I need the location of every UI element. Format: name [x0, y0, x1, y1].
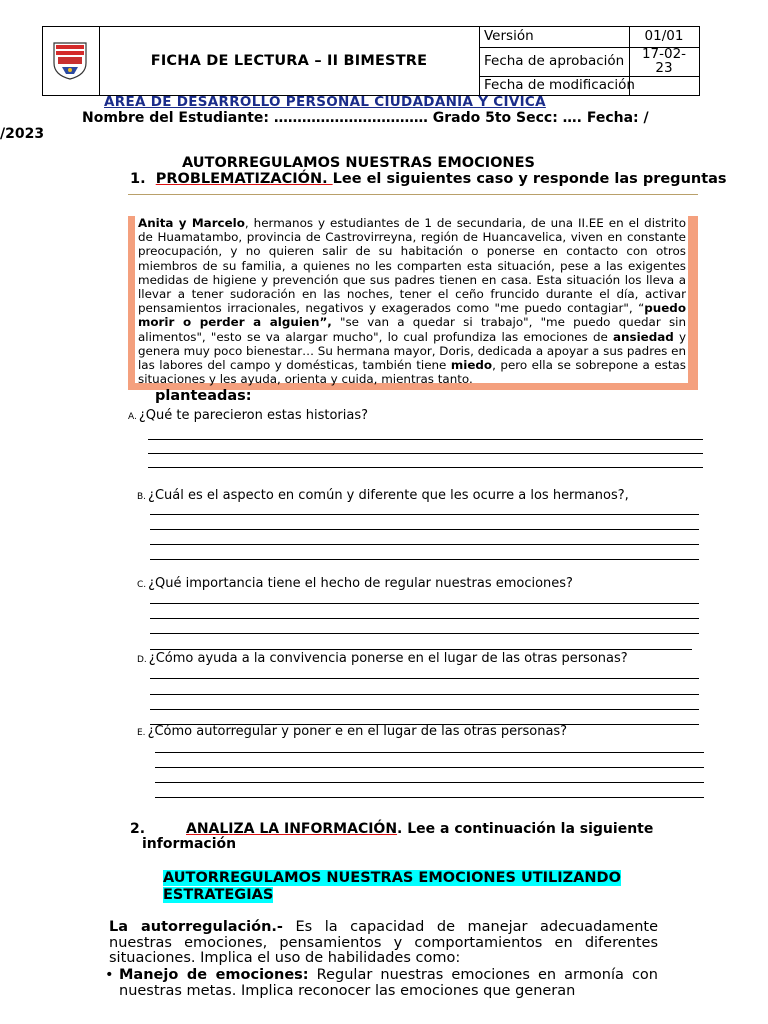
question-e [137, 724, 567, 739]
definition-paragraph [109, 920, 658, 967]
answer-line[interactable] [155, 797, 704, 798]
question-letter: A. [128, 412, 137, 422]
section1-continuation: planteadas: [155, 388, 252, 404]
bullet-dot-icon: • [105, 967, 114, 983]
case-text-part: , pero ella se sobrepone a estas situaciones y les ayuda, orienta y cuida, mientras tanto. [138, 358, 686, 387]
approval-label: Fecha de aprobación [484, 53, 625, 69]
question-text: ¿Cómo autorregular y poner e en el lugar de las otras personas? [147, 724, 568, 739]
question-text: ¿Cuál es el aspecto en común y diferente que les ocurre a los hermanos?, [148, 488, 629, 503]
section2-title: ANALIZA LA INFORMACIÓN [186, 821, 398, 837]
highlighted-title-text: AUTORREGULAMOS NUESTRAS EMOCIONES UTILIZANDO ESTRATEGIAS [163, 870, 621, 903]
version-label: Versión [484, 28, 534, 44]
section2-heading [130, 821, 653, 837]
bullet-term: Manejo de emociones: [119, 967, 309, 983]
section1-number: 1. [130, 171, 146, 187]
case-box [128, 216, 698, 390]
answer-line[interactable] [150, 618, 699, 619]
answer-line[interactable] [150, 694, 699, 695]
answer-line[interactable] [150, 649, 692, 650]
answer-line[interactable] [150, 529, 699, 530]
question-text: ¿Qué te parecieron estas historias? [138, 408, 369, 423]
case-text-part: , hermanos y estudiantes de 1 de secundaria, de una II.EE en el distrito de Huamatambo, provincia de Castrovirreyna, región de Huancavelica, viven en constante preocupación, y no quieren salir de su habitación o ponerse en contacto con otros miembros de su familia, a quienes no les comparten esta situación, pese a las exigentes medidas de higiene y prevención que sus padres tienen en casa. Esta situación los lleva a llevar a tener sudoración en las noches, tener el ceño fruncido durante el día, activar pensamientos irracionales, negativos y exagerados como "me puedo contagiar", “ [138, 216, 686, 316]
answer-line[interactable] [150, 544, 699, 545]
definition-term: La autorregulación.- [109, 919, 283, 935]
question-a [128, 408, 368, 423]
answer-line[interactable] [155, 752, 704, 753]
case-bold-quote: puedo morir o perder a alguien”, [138, 301, 686, 330]
section2-instruction: . Lee a continuación la siguiente [397, 821, 654, 837]
question-letter: E. [137, 728, 146, 738]
approval-value-line1: 17-02- [641, 46, 687, 62]
answer-line[interactable] [148, 439, 703, 440]
case-bold-miedo: miedo [450, 358, 493, 373]
question-letter: B. [137, 492, 147, 502]
bullet-body: Regular nuestras emociones en armonía con nuestras metas. Implica reconocer las emociones que generan [119, 967, 658, 999]
student-info-line: Nombre del Estudiante: …………………………… Grado 5to Secc: …. Fecha: / [82, 110, 649, 126]
section1-title: PROBLEMATIZACIÓN. [155, 171, 333, 187]
document-title: FICHA DE LECTURA – II BIMESTRE [99, 27, 480, 95]
highlighted-title [163, 870, 655, 904]
question-text: ¿Cómo ayuda a la convivencia ponerse en el lugar de las otras personas? [148, 651, 628, 666]
answer-line[interactable] [155, 782, 704, 783]
section1-instruction: Lee el siguientes caso y responde las preguntas [332, 171, 727, 187]
answer-line[interactable] [155, 767, 704, 768]
definition-text: Es la capacidad de manejar adecuadamente nuestras emociones, pensamientos y comportamientos en diferentes situaciones. Implica el uso de habilidades como: [109, 919, 659, 967]
answer-line[interactable] [150, 559, 699, 560]
modification-label: Fecha de modificación [484, 77, 635, 93]
answer-line[interactable] [150, 514, 699, 515]
approval-value-line2: 23 [655, 60, 673, 76]
answer-line[interactable] [150, 709, 699, 710]
answer-line[interactable] [150, 678, 699, 679]
year-text: /2023 [0, 126, 45, 142]
section-divider [128, 194, 698, 195]
question-text: ¿Qué importancia tiene el hecho de regular nuestras emociones? [148, 576, 573, 591]
case-text-part: "se van a quedar si trabajo", "me puedo quedar sin alimentos", "esto se va alargar mucho", lo cual profundiza las emociones de [138, 315, 686, 344]
answer-line[interactable] [148, 453, 703, 454]
case-text [135, 216, 688, 387]
section1-heading [130, 171, 727, 187]
school-crest-icon [52, 41, 88, 81]
question-letter: C. [137, 580, 147, 590]
answer-line[interactable] [150, 633, 699, 634]
section2-number: 2. [130, 821, 146, 837]
area-heading: AREA DE DESARROLLO PERSONAL CIUDADANIA Y CIVICA [104, 94, 546, 110]
version-value: 01/01 [644, 28, 684, 44]
logo-cell [43, 27, 100, 95]
section2-continuation: información [142, 836, 237, 852]
answer-line[interactable] [148, 467, 703, 468]
question-d [137, 651, 628, 666]
question-b [137, 488, 629, 503]
answer-line[interactable] [150, 603, 699, 604]
question-letter: D. [137, 655, 147, 665]
question-c [137, 576, 573, 591]
bullet-text [119, 967, 658, 999]
case-bold-ansiedad: ansiedad [613, 329, 674, 344]
case-names: Anita y Marcelo [138, 216, 245, 230]
case-text-part: y genera muy poco bienestar… Su hermana mayor, Doris, dedicada a apoyar a sus padres en las labores del campo y domésticas, también tiene [138, 329, 686, 373]
header-table [42, 26, 700, 96]
main-title: AUTORREGULAMOS NUESTRAS EMOCIONES [182, 155, 535, 171]
